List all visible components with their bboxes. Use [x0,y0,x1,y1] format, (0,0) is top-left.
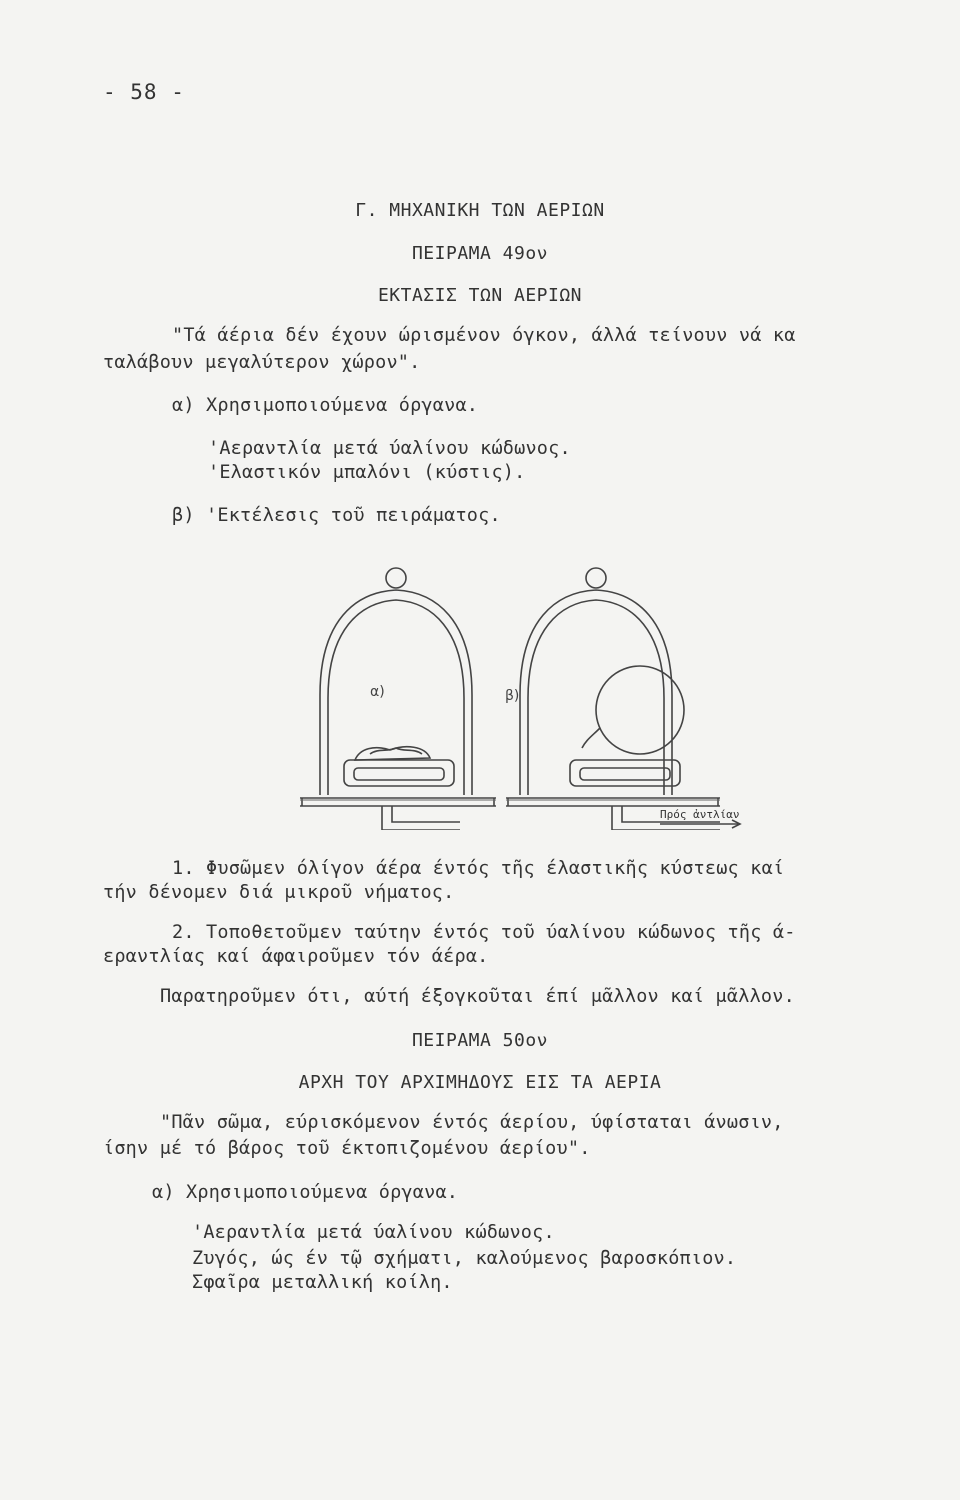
figure-label-b: β) [505,688,520,704]
material-item: Σφαῖρα μεταλλική κοίλη. [192,1272,453,1293]
step-1-line-2: τήν δένομεν διά μικροῦ νήματος. [103,882,455,903]
experiment-49-subtitle: ΕΚΤΑΣΙΣ ΤΩΝ ΑΕΡΙΩΝ [377,285,583,306]
section-title: Γ. ΜΗΧΑΝΙΚΗ ΤΩΝ ΑΕΡΙΩΝ [355,200,605,221]
experiment-49-heading: ΠΕΙΡΑΜΑ 49ον [411,243,549,264]
quote-50-line-1: "Πᾶν σῶμα, εύρισκόμενον έντός άερίου, ύφίσταται άνωσιν, [160,1112,784,1133]
material-item: 'Ελαστικόν μπαλόνι (κύστις). [208,462,526,483]
figure-caption: Πρός ἀντλίαν [660,808,740,821]
experiment-50-subtitle: ΑΡΧΗ ΤΟΥ ΑΡΧΙΜΗΔΟΥΣ ΕΙΣ ΤΑ ΑΕΡΙΑ [298,1072,662,1093]
step-2-line-1: 2. Τοποθετοῦμεν ταύτην έντός τοῦ ύαλίνου κώδωνος τῆς ά- [172,922,796,943]
material-item: 'Αεραντλία μετά ύαλίνου κώδωνος. [208,438,571,459]
procedure-heading-49: β) 'Εκτέλεσις τοῦ πειράματος. [172,505,501,526]
material-item: Ζυγός, ώς έν τῷ σχήματι, καλούμενος βαροσκόπιον. [192,1248,737,1269]
figure-label-a: α) [370,684,385,700]
quote-49-line-2: ταλάβουν μεγαλύτερον χώρον". [103,352,421,373]
step-1-line-1: 1. Φυσῶμεν όλίγον άέρα έντός τῆς έλαστικῆς κύστεως καί [172,858,785,879]
quote-49-line-1: "Τά άέρια δέν έχουν ώρισμένον όγκον, άλλά τείνουν νά κα [172,325,796,346]
material-item: 'Αεραντλία μετά ύαλίνου κώδωνος. [192,1222,555,1243]
bell-jar-figure [300,560,760,830]
bell-jar-illustration [300,560,760,830]
observation-49: Παρατηροῦμεν ότι, αύτή έξογκοῦται έπί μᾶλλον καί μᾶλλον. [160,986,795,1007]
experiment-50-heading: ΠΕΙΡΑΜΑ 50ον [411,1030,549,1051]
materials-heading-49: α) Χρησιμοποιούμενα όργανα. [172,395,479,416]
page-number: - 58 - [103,80,185,104]
materials-heading-50: α) Χρησιμοποιούμενα όργανα. [152,1182,459,1203]
quote-50-line-2: ίσην μέ τό βάρος τοῦ έκτοπιζομένου άερίου". [103,1138,591,1159]
step-2-line-2: εραντλίας καί άφαιροῦμεν τόν άέρα. [103,946,489,967]
